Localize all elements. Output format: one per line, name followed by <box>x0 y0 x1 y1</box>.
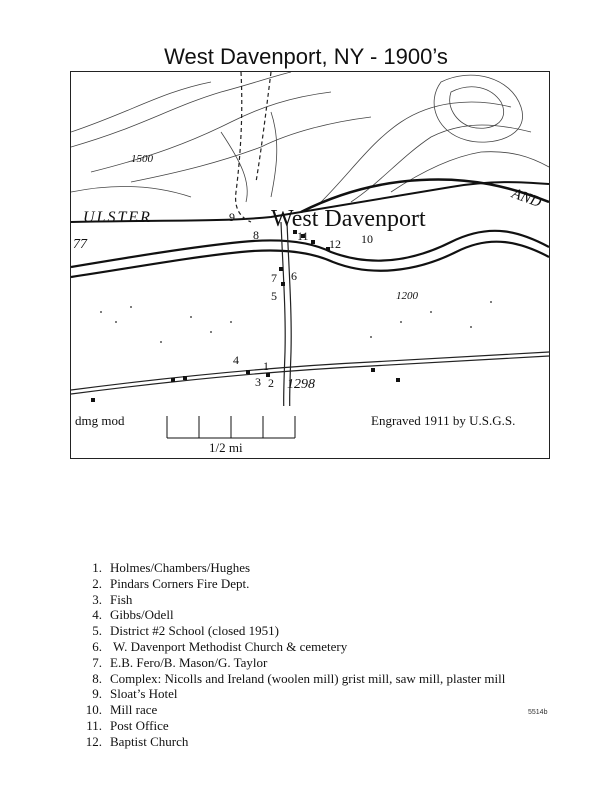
legend-item: 5. District #2 School (closed 1951) <box>92 623 279 639</box>
map-canvas <box>71 72 549 458</box>
legend-item: 3. Fish <box>92 591 133 607</box>
page-code: 5514b <box>528 709 548 716</box>
town-label: West Davenport <box>271 206 426 232</box>
road-label-ulster: ULSTER <box>83 209 152 226</box>
road-label-and: AND <box>509 185 544 212</box>
marker-12: 12 <box>329 237 341 251</box>
credit-right: Engraved 1911 by U.S.G.S. <box>371 413 516 428</box>
marker-5: 5 <box>271 289 277 303</box>
legend-item: 2. Pindars Corners Fire Dept. <box>92 575 250 591</box>
marker-1: 1 <box>263 359 269 373</box>
roads <box>71 72 549 412</box>
elevation-label-1200: 1200 <box>396 290 418 302</box>
legend-item: 4. Gibbs/Odell <box>92 607 174 623</box>
legend-item: 1. Holmes/Chambers/Hughes <box>92 560 251 575</box>
marker-2: 2 <box>268 376 274 390</box>
elevation-label-1500: 1500 <box>131 153 153 165</box>
topographic-map <box>70 71 550 459</box>
legend-item: 7. E.B. Fero/B. Mason/G. Taylor <box>92 654 268 670</box>
legend-item: 12. Baptist Church <box>85 733 189 749</box>
marker-7: 7 <box>271 271 277 285</box>
legend-item: 8. Complex: Nicolls and Ireland (woolen mill) grist mill, saw mill, plaster mill <box>92 670 506 686</box>
marker-11: 11 <box>297 229 309 243</box>
legend-list <box>70 560 505 750</box>
marker-9: 9 <box>229 210 235 224</box>
vegetation-marks <box>100 301 492 343</box>
legend-item: 9. Sloat’s Hotel <box>92 686 178 702</box>
elevation-label-1298: 1298 <box>287 377 315 392</box>
marker-10: 10 <box>361 232 373 246</box>
legend-item: 11. Post Office <box>86 717 169 733</box>
legend-item: 6. W. Davenport Methodist Church & cemetery <box>92 638 348 654</box>
credit-left: dmg mod <box>75 413 125 428</box>
marker-3: 3 <box>255 375 261 389</box>
marker-8: 8 <box>253 228 259 242</box>
scale-label: 1/2 mi <box>209 440 243 455</box>
marker-6: 6 <box>291 269 297 283</box>
marker-4: 4 <box>233 353 239 367</box>
page-title: West Davenport, NY - 1900’s <box>164 44 448 69</box>
river <box>71 231 549 277</box>
legend-item: 10. Mill race <box>85 702 158 718</box>
route-label: 77 <box>73 237 87 252</box>
